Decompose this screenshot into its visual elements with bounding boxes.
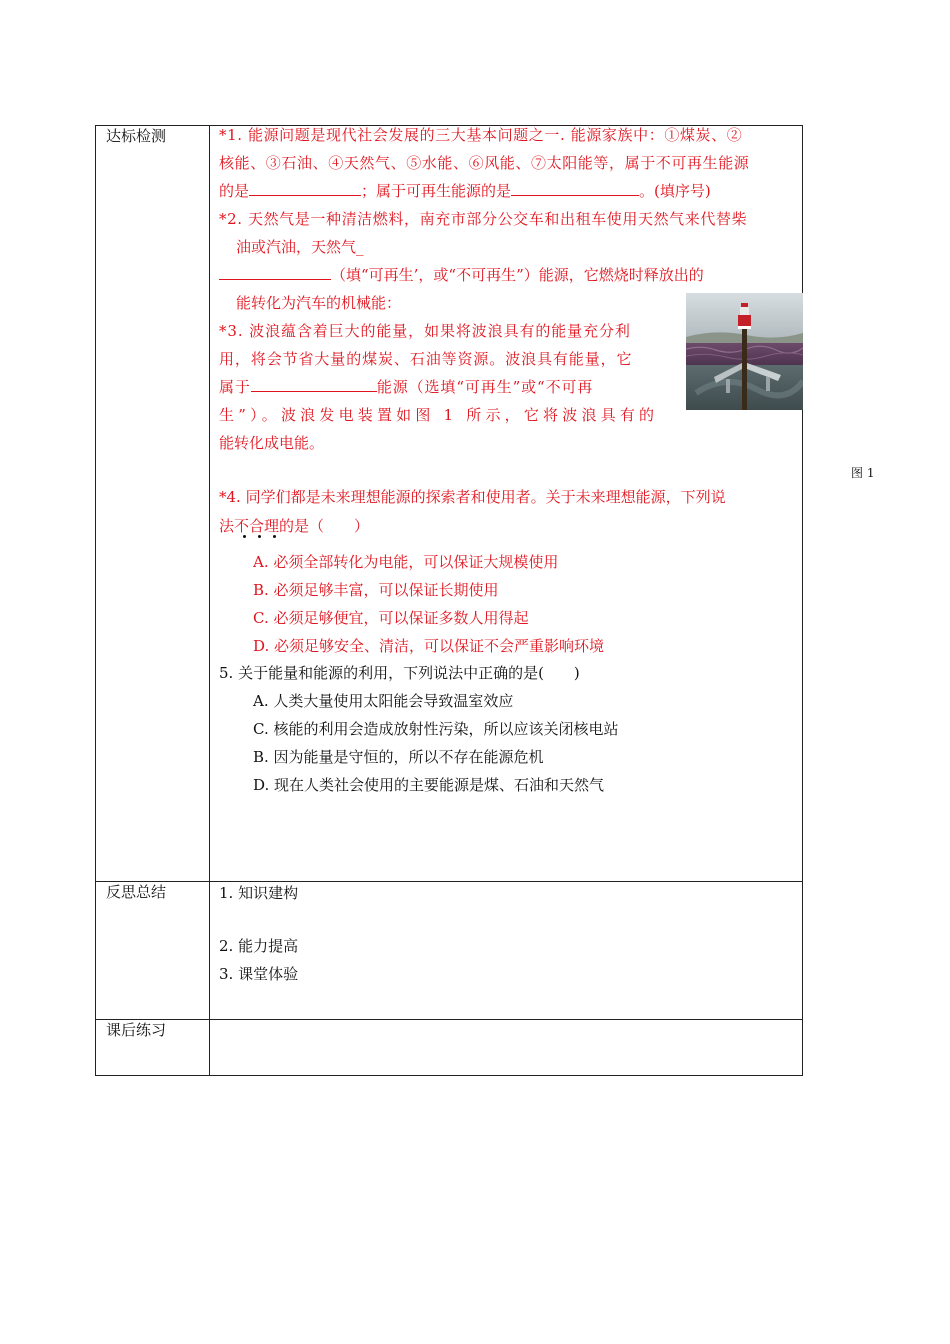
q4-emphasis-not-reasonable: 不合理 — [234, 517, 280, 535]
emphasis-dot — [258, 535, 261, 538]
table-border-bottom — [95, 1075, 803, 1076]
q5-option-c: C. 核能的利用会造成放射性污染，所以应该关闭核电站 — [253, 720, 619, 738]
q2-line-2: 油或汽油，天然气_ — [236, 238, 364, 256]
q5-option-a: A. 人类大量使用太阳能会导致温室效应 — [253, 692, 514, 710]
q3-line-3-start: 属于 — [219, 378, 251, 396]
q4-option-c: C. 必须足够便宜，可以保证多数人用得起 — [253, 609, 529, 627]
reflect-item-experience: 3. 课堂体验 — [219, 965, 299, 983]
q2-line-4: 能转化为汽车的机械能： — [236, 294, 402, 312]
q3-line-2: 用，将会节省大量的煤炭、石油等资源。波浪具有能量，它 — [219, 350, 633, 368]
q1-blank-nonrenewable[interactable] — [249, 181, 361, 196]
reflect-item-knowledge: 1. 知识建构 — [219, 884, 299, 902]
wave-power-device-illustration — [686, 293, 803, 410]
emphasis-dot — [243, 535, 246, 538]
table-border-left — [95, 125, 96, 1076]
q3-line-4: 生”）。波浪发电装置如图 1 所示，它将波浪具有的 — [219, 406, 659, 424]
q4-option-a: A. 必须全部转化为电能，可以保证大规模使用 — [253, 553, 559, 571]
q1-line-3-mid: ；属于可再生能源的是 — [361, 182, 512, 200]
homework-answer-area[interactable] — [211, 1021, 801, 1073]
table-divider-2 — [95, 1019, 803, 1020]
q1-line-1: *1. 能源问题是现代社会发展的三大基本问题之一. 能源家族中：①煤炭、② — [219, 126, 743, 144]
q2-line-3 — [219, 264, 704, 285]
q4-line-2-start: 法 — [219, 517, 235, 535]
q4-line-2 — [219, 515, 369, 536]
table-column-divider — [209, 125, 210, 1076]
q1-line-3-start: 的是 — [219, 182, 250, 200]
q5-stem: 5. 关于能量和能源的利用，下列说法中正确的是( ) — [219, 664, 580, 682]
q3-blank-wave-energy-type[interactable] — [251, 377, 377, 392]
q1-line-2: 核能、③石油、④天然气、⑤水能、⑥风能、⑦太阳能等，属于不可再生能源 — [219, 154, 750, 172]
figure-caption: 图 1 — [851, 466, 875, 480]
emphasis-dot — [273, 535, 276, 538]
q1-line-3 — [219, 180, 711, 201]
wave-power-device-image — [686, 293, 803, 410]
q2-line-3-text: （填“可再生’，或“不可再生”）能源，它燃烧时释放出的 — [331, 266, 704, 284]
q5-option-b: B. 因为能量是守恒的，所以不存在能源危机 — [253, 748, 544, 766]
section-label-check: 达标检测 — [106, 127, 167, 145]
q3-line-3-end: 能源（选填“可再生”或“不可再 — [376, 378, 594, 396]
q1-line-3-end: 。(填序号) — [639, 182, 711, 200]
q4-option-b: B. 必须足够丰富，可以保证长期使用 — [253, 581, 499, 599]
q3-line-3 — [219, 376, 593, 397]
q4-line-1: *4. 同学们都是未来理想能源的探索者和使用者。关于未来理想能源，下列说 — [219, 488, 726, 506]
section-label-reflect: 反思总结 — [106, 883, 167, 901]
q4-line-2-mid: 的是（ — [279, 517, 325, 535]
q2-line-1: *2. 天然气是一种清洁燃料，南充市部分公交车和出租车使用天然气来代替柴 — [219, 210, 748, 228]
table-divider-1 — [95, 881, 803, 882]
q5-option-d: D. 现在人类社会使用的主要能源是煤、石油和天然气 — [253, 776, 605, 794]
q4-option-d: D. 必须足够安全、清洁，可以保证不会严重影响环境 — [253, 637, 605, 655]
section-label-homework: 课后练习 — [106, 1021, 167, 1039]
q4-line-2-end: ） — [354, 517, 370, 535]
q1-blank-renewable[interactable] — [511, 181, 639, 196]
q3-line-5: 能转化成电能。 — [219, 434, 325, 452]
q2-blank-energy-type[interactable] — [219, 265, 331, 280]
q3-line-1: *3. 波浪蕴含着巨大的能量，如果将波浪具有的能量充分利 — [219, 322, 631, 340]
reflect-item-ability: 2. 能力提高 — [219, 937, 299, 955]
table-border-right — [802, 125, 803, 1076]
